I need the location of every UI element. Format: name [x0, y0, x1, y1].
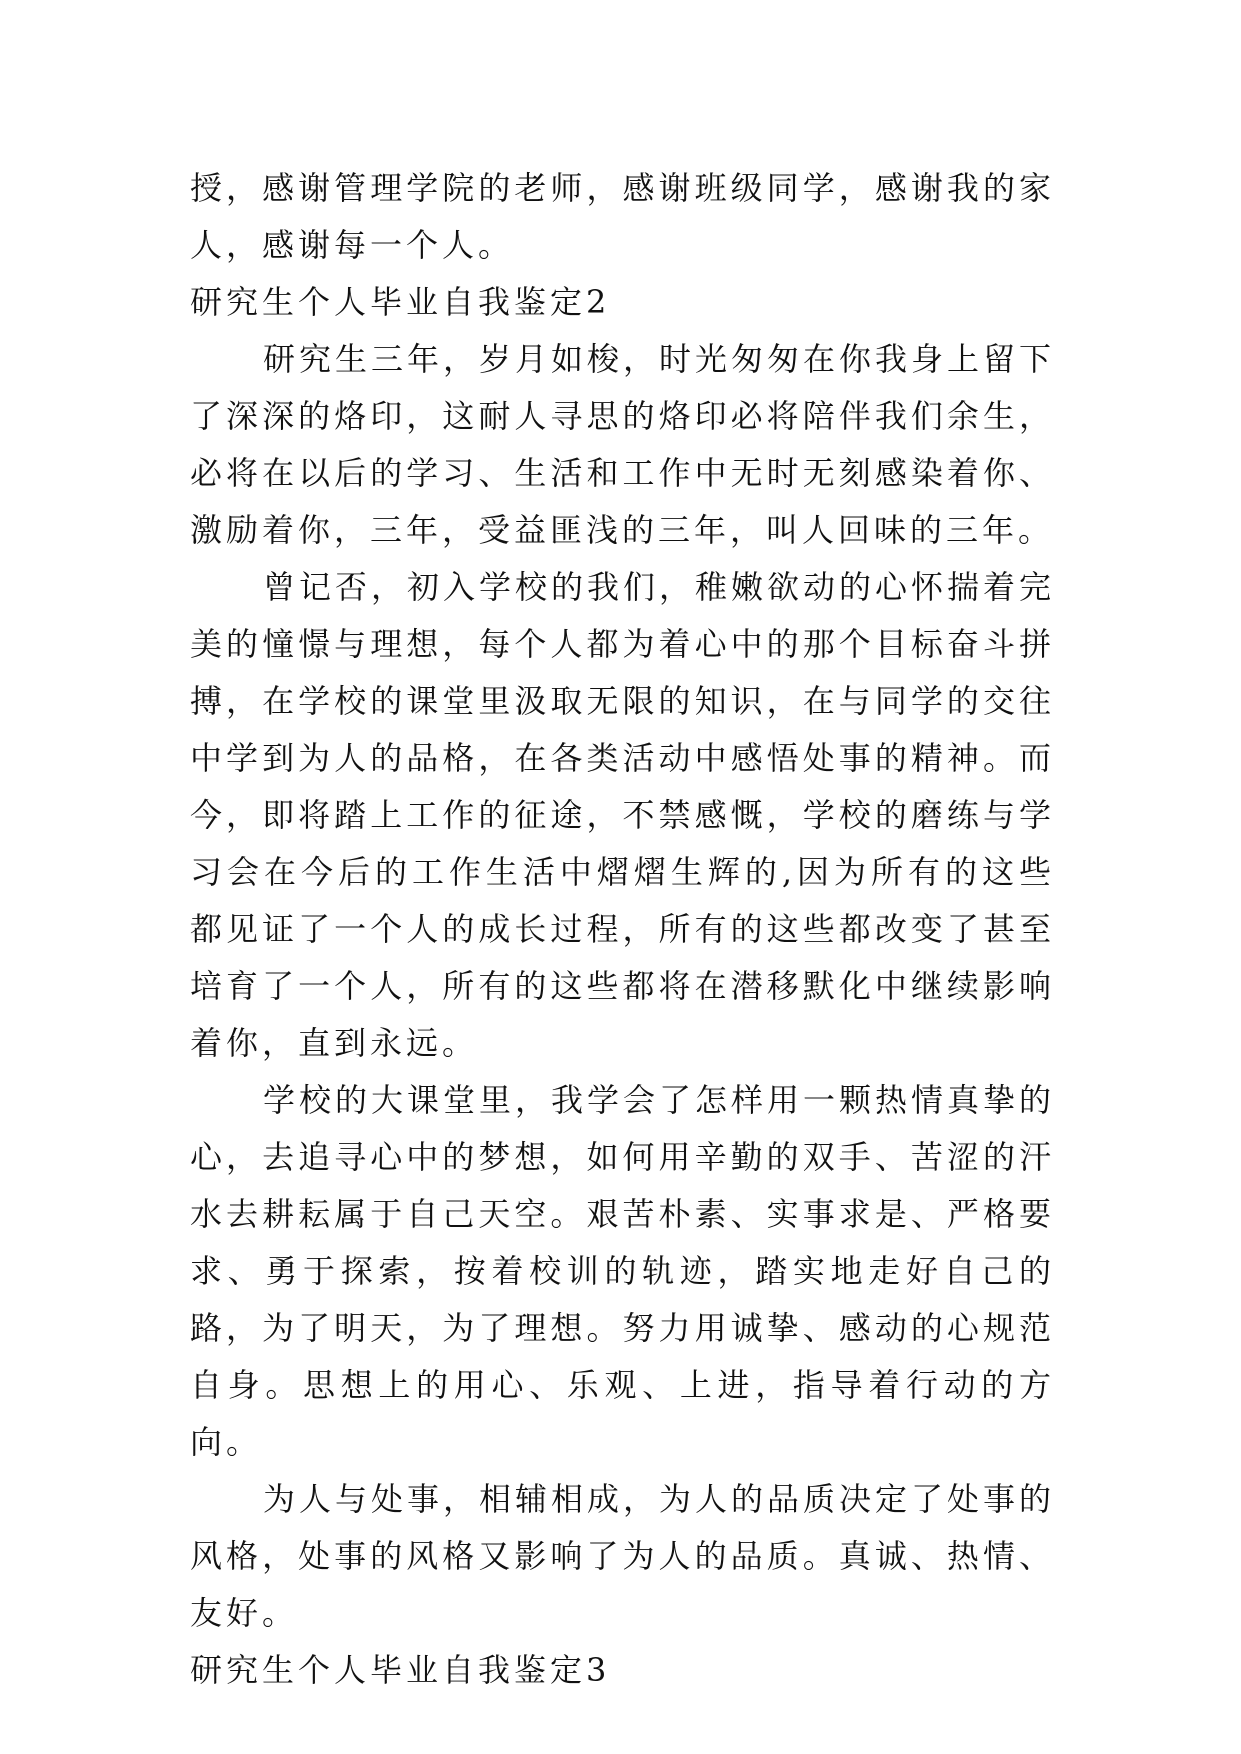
- intro-paragraph: 授，感谢管理学院的老师，感谢班级同学，感谢我的家人，感谢每一个人。: [190, 169, 1055, 264]
- paragraph: 曾记否，初入学校的我们，稚嫩欲动的心怀揣着完美的憧憬与理想，每个人都为着心中的那个目标奋斗拼搏，在学校的课堂里汲取无限的知识，在与同学的交往中学到为人的品格，在各类活动中感悟处事的精神。而今，即将踏上工作的征途，不禁感慨，学校的磨练与学习会在今后的工作生活中熠熠生辉的,因为所有的这些都见证了一个人的成长过程，所有的这些都改变了甚至培育了一个人，所有的这些都将在潜移默化中继续影响着你，直到永远。: [190, 568, 1056, 1062]
- paragraph: 研究生三年，岁月如梭，时光匆匆在你我身上留下了深深的烙印，这耐人寻思的烙印必将陪伴我们余生，必将在以后的学习、生活和工作中无时无刻感染着你、激励着你，三年，受益匪浅的三年，叫人回味的三年。: [190, 340, 1056, 549]
- paragraph: 学校的大课堂里，我学会了怎样用一颗热情真挚的心，去追寻心中的梦想，如何用辛勤的双手、苦涩的汗水去耕耘属于自己天空。艰苦朴素、实事求是、严格要求、勇于探索，按着校训的轨迹，踏实地走好自己的路，为了明天，为了理想。努力用诚挚、感动的心规范自身。思想上的用心、乐观、上进，指导着行动的方向。: [190, 1081, 1056, 1461]
- document-body: [190, 160, 1055, 1699]
- paragraph: 为人与处事，相辅相成，为人的品质决定了处事的风格，处事的风格又影响了为人的品质。真诚、热情、友好。: [190, 1480, 1056, 1632]
- section-heading-2: 研究生个人毕业自我鉴定2: [190, 283, 611, 321]
- section-heading-3: 研究生个人毕业自我鉴定3: [190, 1651, 611, 1689]
